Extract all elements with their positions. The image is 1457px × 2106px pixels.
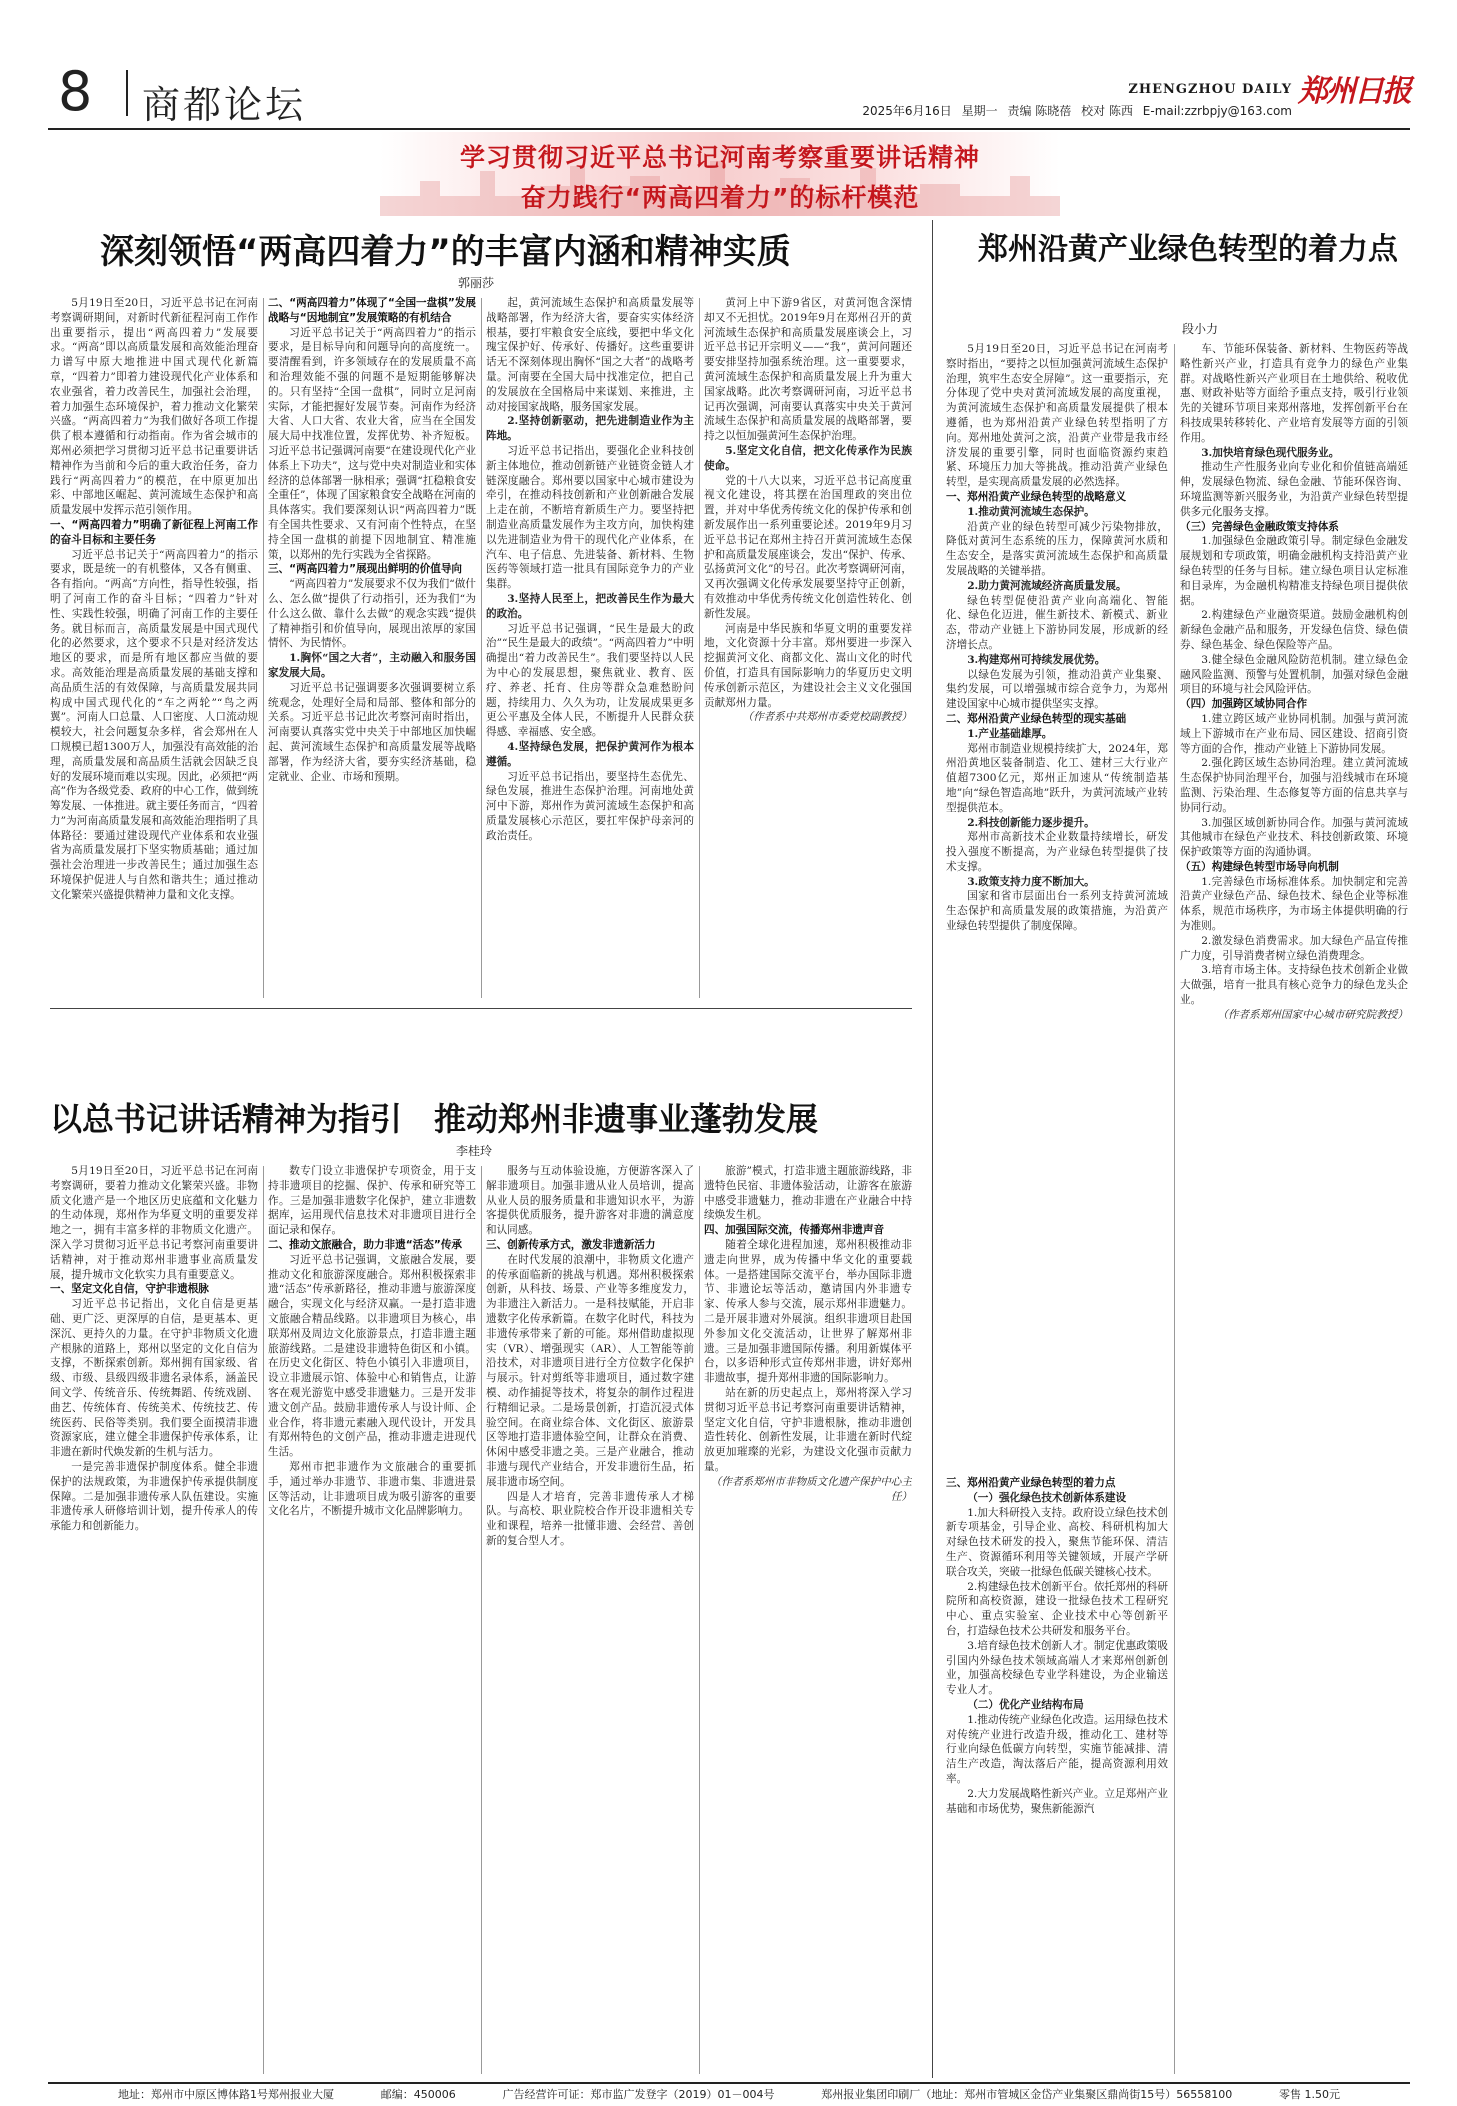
footer-price: 零售 1.50元 bbox=[1278, 2088, 1340, 2101]
section-heading: 3.加快培育绿色现代服务业。 bbox=[1201, 446, 1340, 459]
paragraph: 推动生产性服务业向专业化和价值链高端延伸，发展绿色物流、绿色金融、节能环保咨询、环境监测等新兴服务业，为沿黄产业绿色转型提供多元化服务支撑。 bbox=[1180, 461, 1408, 518]
paragraph: 习近平总书记关于“两高四着力”的指示要求，既是统一的有机整体，又各有侧重、各有指向。“两高”方向性，指导性较强，指明了河南工作的奋斗目标；“四着力”针对性、实践性较强，明确了河南工作的主要任务。就目标而言，高质量发展是中国式现代化的必然要求，这个要求不只是对经济发达地区的要求，而是所有地区都应当做的要求。高效能治理是高质量发展的基础支撑和高品质生活的有效保障，与高质量发展共同构成中国式现代化的“车之两轮”“鸟之两翼”。河南人口总量、人口密度、人口流动规模较大，社会问题复杂多样，省会郑州在人口规模已超1300万人，加强没有高效能的治理，高质量发展和高品质生活就会因缺乏良好的发展环境而难以实现。因此，必须把“两高”作为各级党委、政府的中心工作，做到统筹发展、一体推进。就主要任务而言，“四着力”为河南高质量发展和高效能治理指明了具体路径：要通过建设现代产业体系和农业强省为高质量发展打下坚实物质基础；通过加强社会治理进一步改善民生；通过加强生态环境保护促进人与自然和谐共生；通过推动文化繁荣兴盛提供精神力量和文化支撑。 bbox=[50, 548, 258, 901]
paragraph: 1.推动传统产业绿色化改造。运用绿色技术对传统产业进行改造升级，推动化工、建材等行业向绿色低碳方向转型，实施节能减排、清洁生产改造，淘汰落后产能，提高资源利用效率。 bbox=[946, 1713, 1168, 1785]
section-heading: （五）构建绿色转型市场导向机制 bbox=[1180, 860, 1339, 873]
footer-ad-license: 广告经营许可证：郑市监广发登字（2019）01－004号 bbox=[502, 2088, 775, 2101]
section-heading: 二、郑州沿黄产业绿色转型的现实基础 bbox=[946, 712, 1127, 725]
paragraph: 习近平总书记指出，文化自信是更基础、更广泛、更深厚的自信，是更基本、更深沉、更持久的力量。在守护非物质文化遗产根脉的道路上，郑州以坚定的文化自信为支撑，不断探索创新。郑州拥有国家级、省级、市级、县级四级非遗名录体系，涵盖民间文学、传统音乐、传统舞蹈、传统戏剧、曲艺、传统体育、传统美术、传统技艺、传统医药、民俗等类别。我们要全面摸清非遗资源家底，建立健全非遗保护传承体系，让非遗在新时代焕发新的生机与活力。 bbox=[50, 1298, 258, 1459]
paper-logo: 郑州日报 bbox=[1298, 74, 1410, 109]
section-heading: 1.胸怀“国之大者”，主动融入和服务国家发展大局。 bbox=[268, 652, 476, 679]
section-heading: 3.构建郑州可持续发展优势。 bbox=[967, 653, 1106, 666]
article-2-col-1-cont bbox=[946, 1476, 1168, 2076]
paragraph: 2.构建绿色产业融资渠道。鼓励金融机构创新绿色金融产品和服务，开发绿色信贷、绿色债券、绿色基金、绿色保险等产品。 bbox=[1180, 609, 1408, 651]
section-heading: 4.坚持绿色发展，把保护黄河作为根本遵循。 bbox=[486, 740, 694, 768]
section-heading: 2.坚持创新驱动，把先进制造业作为主阵地。 bbox=[486, 415, 694, 443]
article-2-col-2 bbox=[1180, 342, 1408, 2076]
paragraph: 河南是中华民族和华夏文明的重要发祥地，文化资源十分丰富。郑州要进一步深入挖掘黄河文化、商都文化、嵩山文化的时代价值，打造具有国际影响力的华夏历史文明传承创新示范区，为建设社会主义文化强国贡献郑州力量。 bbox=[704, 622, 912, 709]
article-1-col-3 bbox=[486, 296, 694, 1000]
paragraph: 党的十八大以来，习近平总书记高度重视文化建设，将其摆在治国理政的突出位置，并对中华优秀传统文化的保护传承和创新发展作出一系列重要论述。2019年9月习近平总书记在郑州主持召开黄河流域生态保护和高质量发展座谈会，发出“保护、传承、弘扬黄河文化”的号召。此次考察调研河南，又再次强调文化传承发展要坚持守正创新，有效推动中华优秀传统文化创造性转化、创新性发展。 bbox=[704, 474, 912, 620]
paragraph: 1.加大科研投入支持。政府设立绿色技术创新专项基金，引导企业、高校、科研机构加大对绿色技术研发的投入，聚焦节能环保、清洁生产、资源循环利用等关键领域，开展产学研联合攻关，突破一批绿色低碳关键核心技术。 bbox=[946, 1506, 1168, 1578]
paragraph: 郑州市把非遗作为文旅融合的重要抓手，通过举办非遗节、非遗市集、非遗进景区等活动，让非遗项目成为吸引游客的重要文化名片，不断提升城市文化品牌影响力。 bbox=[268, 1460, 476, 1518]
paragraph: 服务与互动体验设施，方便游客深入了解非遗项目。加强非遗从业人员培训，提高从业人员的服务质量和非遗知识水平，为游客提供优质服务，提升游客对非遗的满意度和认同感。 bbox=[486, 1165, 694, 1237]
paragraph: 站在新的历史起点上，郑州将深入学习贯彻习近平总书记考察河南重要讲话精神，坚定文化自信，守护非遗根脉，推动非遗创造性转化、创新性发展，让非遗在新时代绽放更加璀璨的光彩，为建设文化强市贡献力量。 bbox=[704, 1386, 912, 1473]
paragraph: 3.健全绿色金融风险防范机制。建立绿色金融风险监测、预警与处置机制，加强对绿色金融项目的环境与社会风险评估。 bbox=[1180, 653, 1408, 696]
issue-date: 2025年6月16日 bbox=[862, 104, 952, 118]
paragraph: 习近平总书记强调，“民生是最大的政治”“民生是最大的政绩”。“两高四着力”中明确提出“着力改善民生”。我们要坚持以人民为中心的发展思想，聚焦就业、教育、医疗、养老、托育、住房等群众急难愁盼问题，持续用力、久久为功，让发展成果更多更公平惠及全体人民，不断提升人民群众获得感、幸福感、安全感。 bbox=[486, 622, 694, 739]
paragraph: 5月19日至20日，习近平总书记在河南考察调研期间，对新时代新征程河南工作作出重要指示，提出“两高四着力”发展要求。“两高”即以高质量发展和高效能治理奋力谱写中原大地推进中国式现代化新篇章，“四着力”即着力建设现代化产业体系和农业强省，着力改善民生，加强社会治理，着力加强生态环境保护，着力推动文化繁荣兴盛。“两高四着力”为我们做好各项工作提供了根本遵循和行动指南。作为省会城市的郑州必须把学习贯彻习近平总书记重要讲话精神作为当前和今后的重大政治任务，奋力践行“两高四着力”的模范，在中原更加出彩、中部地区崛起、黄河流域生态保护和高质量发展中发挥示范引领作用。 bbox=[50, 297, 258, 517]
section-heading: 二、推动文旅融合，助力非遗“活态”传承 bbox=[268, 1238, 463, 1251]
paragraph: 3.加强区域创新协同合作。加强与黄河流域其他城市在绿色产业技术、科技创新政策、环境保护政策等方面的沟通协调。 bbox=[1180, 816, 1408, 859]
paragraph: 1.建立跨区域产业协同机制。加强与黄河流域上下游城市在产业布局、园区建设、招商引资等方面的合作，推动产业链上下游协同发展。 bbox=[1180, 712, 1408, 755]
article-1-col-1 bbox=[50, 296, 258, 1000]
paragraph: 车、节能环保装备、新材料、生物医药等战略性新兴产业，打造具有竞争力的绿色产业集群。对战略性新兴产业项目在土地供给、税收优惠、财政补贴等方面给予重点支持，吸引行业领先的关键环节项目来郑州落地，发挥创新平台在科技成果转移转化、产业培育发展等方面的引领作用。 bbox=[1180, 343, 1408, 444]
theme-banner bbox=[380, 132, 1060, 216]
paragraph: 四是人才培育，完善非遗传承人才梯队。与高校、职业院校合作开设非遗相关专业和课程，培养一批懂非遗、会经营、善创新的复合型人才。 bbox=[486, 1490, 694, 1547]
article-2-author: 段小力 bbox=[1182, 322, 1219, 336]
column-divider bbox=[699, 298, 700, 998]
issue-weekday: 星期一 bbox=[961, 104, 998, 118]
article-divider bbox=[50, 1008, 912, 1009]
footer bbox=[48, 2086, 1410, 2104]
banner-line-2: 奋力践行“两高四着力”的标杆模范 bbox=[520, 183, 920, 212]
masthead-rule bbox=[48, 128, 1410, 130]
section-heading: 一、“两高四着力”明确了新征程上河南工作的奋斗目标和主要任务 bbox=[50, 518, 258, 546]
paragraph: 国家和省市层面出台一系列支持黄河流域生态保护和高质量发展的政策措施，为沿黄产业绿色转型提供了制度保障。 bbox=[946, 890, 1168, 933]
column-divider bbox=[481, 1166, 482, 2074]
masthead bbox=[48, 60, 1410, 128]
paragraph: “两高四着力”发展要求不仅为我们“做什么、怎么做”提供了行动指引，还为我们“为什么这么做、靠什么去做”的观念实践“提供了精神指引和价值导向，展现出浓厚的家国情怀、为民情怀。 bbox=[268, 578, 476, 650]
paragraph: 习近平总书记指出，要坚持生态优先、绿色发展，推进生态保护治理。河南地处黄河中下游，郑州作为黄河流域生态保护和高质量发展核心示范区，要扛牢保护母亲河的政治责任。 bbox=[486, 770, 694, 842]
article-2-col-1 bbox=[946, 342, 1168, 1472]
paragraph: 一是完善非遗保护制度体系。健全非遗保护的法规政策，为非遗保护传承提供制度保障。二是加强非遗传承人队伍建设。实施非遗传承人研修培训计划，提升传承人的传承能力和创新能力。 bbox=[50, 1460, 258, 1533]
footer-postcode: 邮编：450006 bbox=[380, 2088, 456, 2101]
article-3-col-3 bbox=[486, 1164, 694, 2076]
section-heading: 三、创新传承方式，激发非遗新活力 bbox=[486, 1238, 656, 1251]
section-heading: 3.坚持人民至上，把改善民生作为最大的政治。 bbox=[486, 592, 694, 620]
section-divider bbox=[932, 220, 933, 2078]
article-3-author: 李桂玲 bbox=[456, 1144, 493, 1158]
column-divider bbox=[481, 298, 482, 998]
section-heading: （一）强化绿色技术创新体系建设 bbox=[967, 1491, 1127, 1504]
section-heading: 四、加强国际交流，传播郑州非遗声音 bbox=[704, 1224, 885, 1237]
section-heading: 一、坚定文化自信，守护非遗根脉 bbox=[50, 1283, 209, 1296]
author-note: （作者系中共郑州市委党校副教授） bbox=[742, 711, 912, 724]
editor: 责编 陈晓蓓 bbox=[1007, 104, 1072, 118]
paragraph: 起，黄河流域生态保护和高质量发展等战略部署，作为经济大省，要奋实实体经济根基，要打牢粮食安全底线，要把中华文化瑰宝保护好、传承好、传播好。这些重要讲话无不深刻体现出胸怀“国之大者”的战略考量。河南要在全国大局中找准定位，把自己的发展放在全国格局中来谋划、来推进，主动对接国家战略，服务国家发展。 bbox=[486, 297, 694, 413]
article-3-col-4 bbox=[704, 1164, 912, 2076]
article-1-col-4 bbox=[704, 296, 912, 1000]
paragraph: 在时代发展的浪潮中，非物质文化遗产的传承面临新的挑战与机遇。郑州积极探索创新，从科技、场景、产业等多维度发力，为非遗注入新活力。一是科技赋能，开启非遗数字化传承新篇。在数字化时代，科技为非遗传承带来了新的可能。郑州借助虚拟现实（VR）、增强现实（AR）、人工智能等前沿技术，对非遗项目进行全方位数字化保护与展示。针对剪纸等非遗项目，通过数字建模、动作捕捉等技术，将复杂的制作过程进行精细记录。二是场景创新，打造沉浸式体验空间。在商业综合体、文化街区、旅游景区等地打造非遗体验空间，让群众在消费、休闲中感受非遗之美。三是产业融合，推动非遗与现代产业结合，开发非遗衍生品，拓展非遗市场空间。 bbox=[486, 1253, 694, 1488]
paragraph: 2.强化跨区域生态协同治理。建立黄河流域生态保护协同治理平台，加强与沿线城市在环境监测、污染治理、生态修复等方面的信息共享与协同行动。 bbox=[1180, 757, 1408, 814]
section-heading: （三）完善绿色金融政策支持体系 bbox=[1180, 520, 1339, 533]
issue-info bbox=[856, 102, 1292, 119]
footer-printer: 郑州报业集团印刷厂（地址：郑州市管城区金岱产业集聚区鼎尚街15号）56558100 bbox=[821, 2088, 1233, 2101]
footer-rule bbox=[48, 2082, 1410, 2084]
column-divider bbox=[1174, 344, 1175, 2074]
paragraph: 5月19日至20日，习近平总书记在河南考察调研，要着力推动文化繁荣兴盛。非物质文化遗产是一个地区历史底蕴和文化魅力的生动体现，郑州作为华夏文明的重要发祥地之一，拥有丰富多样的非物质文化遗产。深入学习贯彻习近平总书记考察河南重要讲话精神，对于推动郑州非遗事业高质量发展，提升城市文化软实力具有重要意义。 bbox=[50, 1165, 258, 1281]
column-divider bbox=[263, 1166, 264, 2074]
paragraph: 数专门设立非遗保护专项资金，用于支持非遗项目的挖掘、保护、传承和研究等工作。三是加强非遗数字化保护，建立非遗数据库，运用现代信息技术对非遗项目进行全面记录和保存。 bbox=[268, 1165, 476, 1237]
paragraph: 旅游”模式，打造非遗主题旅游线路，非遗特色民宿、非遗体验活动，让游客在旅游中感受非遗魅力，推动非遗在产业融合中持续焕发生机。 bbox=[704, 1165, 912, 1222]
email: E-mail:zzrbpjy@163.com bbox=[1142, 104, 1292, 118]
section-heading: 3.政策支持力度不断加大。 bbox=[967, 875, 1095, 888]
paragraph: 习近平总书记强调要多次强调要树立系统观念，处理好全局和局部、整体和部分的关系。习近平总书记此次考察河南时指出，河南要认真落实党中央关于中部地区加快崛起、黄河流域生态保护和高质量发展等战略部署，作为经济大省，要夯实经济基础，稳定就业、企业、市场和预期。 bbox=[268, 681, 476, 783]
page-number-divider bbox=[126, 70, 128, 116]
section-heading: 2.科技创新能力逐步提升。 bbox=[967, 816, 1095, 829]
paragraph: 习近平总书记指出，要强化企业科技创新主体地位，推动创新链产业链资金链人才链深度融合。郑州要以国家中心城市建设为牵引，在推动科技创新和产业创新融合发展上走在前，不断培育新质生产力。要坚持把制造业高质量发展作为主攻方向，加快构建以先进制造业为骨干的现代化产业体系，在汽车、电子信息、先进装备、新材料、生物医药等领域打造一批具有国际竞争力的产业集群。 bbox=[486, 444, 694, 591]
section-heading: 1.产业基础雄厚。 bbox=[967, 727, 1053, 740]
paragraph: 2.构建绿色技术创新平台。依托郑州的科研院所和高校资源，建设一批绿色技术工程研究中心、重点实验室、企业技术中心等创新平台，打造绿色技术公共研发和服务平台。 bbox=[946, 1580, 1168, 1637]
article-1-col-2 bbox=[268, 296, 476, 1000]
author-note: （作者系郑州国家中心城市研究院教授） bbox=[1217, 1008, 1408, 1021]
article-3-col-2 bbox=[268, 1164, 476, 2076]
column-divider bbox=[263, 298, 264, 998]
section-heading: 2.助力黄河流域经济高质量发展。 bbox=[967, 579, 1127, 592]
proofreader: 校对 陈西 bbox=[1081, 104, 1133, 118]
article-1-title: 深刻领悟“两高四着力”的丰富内涵和精神实质 bbox=[100, 232, 791, 272]
author-note: （作者系郑州市非物质文化遗产保护中心主任） bbox=[710, 1475, 912, 1503]
paragraph: 黄河上中下游9省区，对黄河饱含深情却又不无担忧。2019年9月在郑州召开的黄河流域生态保护和高质量发展座谈会上，习近平总书记开宗明义——“我”，黄河问题还要安排坚持加强系统治理。这一重要要求，黄河流域生态保护和高质量发展上升为重大国家战略。此次考察调研河南，习近平总书记再次强调，河南要认真落实中央关于黄河流域生态保护和高质量发展的战略部署，要持之以恒加强黄河生态保护治理。 bbox=[704, 297, 912, 443]
page-number: 8 bbox=[58, 60, 93, 123]
section-heading: （二）优化产业结构布局 bbox=[967, 1698, 1084, 1711]
paragraph: 2.激发绿色消费需求。加大绿色产品宣传推广力度，引导消费者树立绿色消费理念。 bbox=[1180, 934, 1408, 962]
paragraph: 3.培育市场主体。支持绿色技术创新企业做大做强，培育一批具有核心竞争力的绿色龙头企业。 bbox=[1180, 964, 1408, 1007]
paper-name-en: ZHENGZHOU DAILY bbox=[1128, 82, 1292, 97]
article-3-title: 以总书记讲话精神为指引 推动郑州非遗事业蓬勃发展 bbox=[50, 1100, 819, 1138]
paragraph: 1.加强绿色金融政策引导。制定绿色金融发展规划和专项政策，明确金融机构支持沿黄产业绿色转型的任务与目标。建立绿色项目认定标准和目录库，为金融机构精准支持绿色项目提供依据。 bbox=[1180, 535, 1408, 607]
section-heading: 二、“两高四着力”体现了“全国一盘棋”发展战略与“因地制宜”发展策略的有机结合 bbox=[268, 297, 476, 324]
section-heading: 1.推动黄河流域生态保护。 bbox=[967, 505, 1095, 518]
column-divider bbox=[699, 1166, 700, 2074]
paragraph: 2.大力发展战略性新兴产业。立足郑州产业基础和市场优势，聚焦新能源汽 bbox=[946, 1787, 1168, 1815]
banner-line-1: 学习贯彻习近平总书记河南考察重要讲话精神 bbox=[459, 143, 980, 172]
section-heading: 5.坚定文化自信，把文化传承作为民族使命。 bbox=[704, 444, 912, 472]
paragraph: 习近平总书记强调，文旅融合发展，要推动文化和旅游深度融合。郑州积极探索非遗“活态”传承新路径，推动非遗与旅游深度融合，实现文化与经济双赢。一是打造非遗文旅融合精品线路。以非遗项目为核心，串联郑州及周边文化旅游景点，打造非遗主题旅游线路。二是建设非遗特色街区和小镇。在历史文化街区、特色小镇引入非遗项目，设立非遗展示馆、体验中心和销售点，让游客在观光游览中感受非遗魅力。三是开发非遗文创产品。鼓励非遗传承人与设计师、企业合作，将非遗元素融入现代设计，开发具有郑州特色的文创产品，推动非遗走进现代生活。 bbox=[268, 1253, 476, 1459]
paragraph: 5月19日至20日，习近平总书记在河南考察时指出，“要持之以恒加强黄河流域生态保护治理，筑牢生态安全屏障”。这一重要指示，充分体现了党中央对黄河流域发展的高度重视，为黄河流域生态保护和高质量发展提供了根本遵循，也为郑州沿黄产业绿色转型指明了方向。郑州地处黄河之滨，沿黄产业带是我市经济发展的重要引擎，同时也面临资源约束趋紧、环境压力加大等挑战。推动沿黄产业绿色转型，是实现高质量发展的必然选择。 bbox=[946, 343, 1168, 489]
section-heading: （四）加强跨区域协同合作 bbox=[1180, 698, 1308, 711]
article-3-col-1 bbox=[50, 1164, 258, 2076]
section-name: 商都论坛 bbox=[142, 83, 307, 127]
footer-address: 地址：郑州市中原区博体路1号郑州报业大厦 bbox=[118, 2088, 334, 2101]
paragraph: 以绿色发展为引领，推动沿黄产业集聚、集约发展，可以增强城市综合竞争力，为郑州建设国家中心城市提供坚实支撑。 bbox=[946, 668, 1168, 711]
paragraph: 绿色转型促使沿黄产业向高端化、智能化、绿色化迈进，催生新技术、新模式、新业态，带动产业链上下游协同发展，形成新的经济增长点。 bbox=[946, 594, 1168, 651]
paragraph: 郑州市制造业规模持续扩大，2024年，郑州沿黄地区装备制造、化工、建材三大行业产值超7300亿元，郑州正加速从“传统制造基地”向“绿色智造高地”跃升，为黄河流域产业转型提供范本。 bbox=[946, 742, 1168, 814]
paragraph: 沿黄产业的绿色转型可减少污染物排放，降低对黄河生态系统的压力，保障黄河水质和生态安全，是落实黄河流域生态保护和高质量发展战略的关键举措。 bbox=[946, 520, 1168, 577]
article-2-title: 郑州沿黄产业绿色转型的着力点 bbox=[978, 232, 1398, 267]
paragraph: 习近平总书记关于“两高四着力”的指示要求，是目标导向和问题导向的高度统一。要清醒看到，许多领域存在的发展质量不高和治理效能不强的问题不是短期能够解决的。只有坚持“全国一盘棋”，同时立足河南实际，才能把握好发展节奏。河南作为经济大省、人口大省、农业大省，应当在全国发展大局中找准位置，发挥优势、补齐短板。习近平总书记强调河南要“在建设现代化产业体系上下功夫”，这与党中央对制造业和实体经济的总体部署一脉相承；强调“扛稳粮食安全重任”，体现了国家粮食安全战略在河南的具体落实。我们要深刻认识“两高四着力”既有全国共性要求、又有河南个性特点，在坚持全国一盘棋的前提下因地制宜、精准施策，以郑州的先行实践为全省探路。 bbox=[268, 326, 476, 561]
article-1-author: 郭丽莎 bbox=[458, 276, 495, 290]
paragraph: 郑州市高新技术企业数量持续增长，研发投入强度不断提高，为产业绿色转型提供了技术支撑。 bbox=[946, 831, 1168, 873]
paragraph: 1.完善绿色市场标准体系。加快制定和完善沿黄产业绿色产品、绿色技术、绿色企业等标准体系，规范市场秩序，为市场主体提供明确的行为准则。 bbox=[1180, 875, 1408, 933]
section-heading: 一、郑州沿黄产业绿色转型的战略意义 bbox=[946, 490, 1127, 503]
paragraph: 3.培育绿色技术创新人才。制定优惠政策吸引国内外绿色技术领域高端人才来郑州创新创业，加强高校绿色专业学科建设，为企业输送专业人才。 bbox=[946, 1639, 1168, 1697]
paragraph: 随着全球化进程加速，郑州积极推动非遗走向世界，成为传播中华文化的重要载体。一是搭建国际交流平台，举办国际非遗节、非遗论坛等活动，邀请国内外非遗专家、传承人参与交流，展示郑州非遗魅力。二是开展非遗对外展演。组织非遗项目赴国外参加文化交流活动，让世界了解郑州非遗。三是加强非遗国际传播。利用新媒体平台，以多语种形式宣传郑州非遗，讲好郑州非遗故事，提升郑州非遗的国际影响力。 bbox=[704, 1238, 912, 1385]
section-heading: 三、“两高四着力”展现出鲜明的价值导向 bbox=[268, 563, 463, 576]
section-heading: 三、郑州沿黄产业绿色转型的着力点 bbox=[946, 1477, 1116, 1489]
